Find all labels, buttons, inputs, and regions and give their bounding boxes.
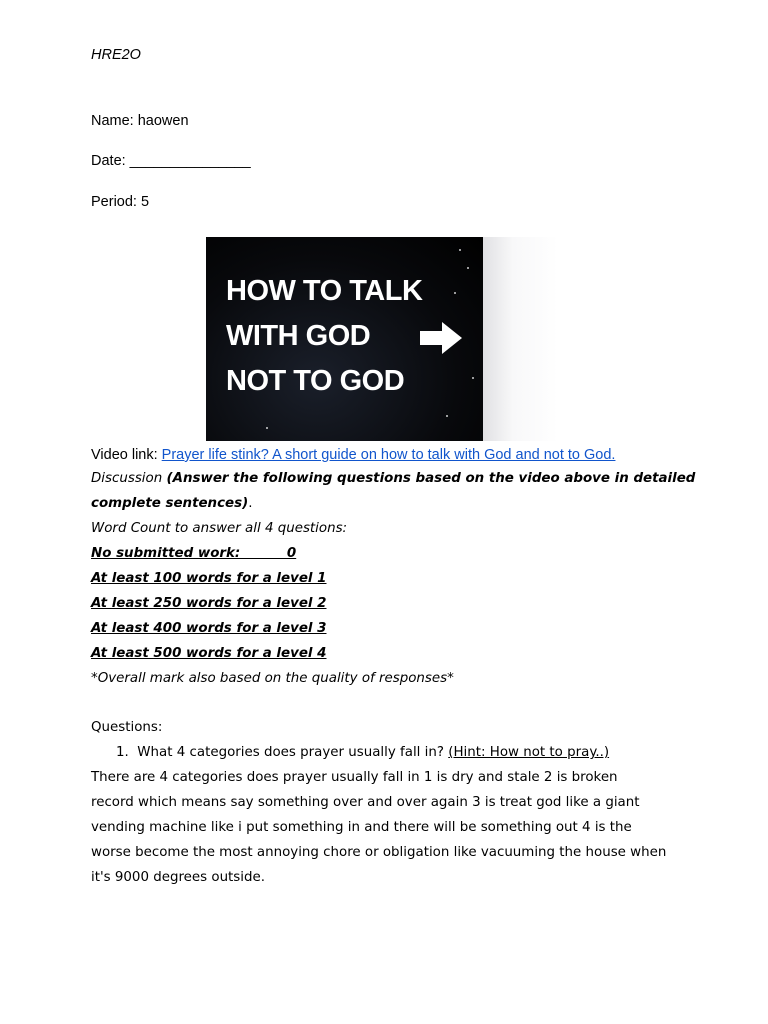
thumbnail-edge-glow bbox=[483, 237, 558, 441]
level-item: At least 400 words for a level 3 bbox=[91, 621, 327, 636]
level-item: At least 500 words for a level 4 bbox=[91, 646, 327, 661]
discussion-instructions: (Answer the following questions based on the video above in detailed bbox=[166, 471, 696, 486]
answer-line: vending machine like i put something in and there will be something out 4 is the bbox=[91, 820, 632, 835]
answer-line: it's 9000 degrees outside. bbox=[91, 870, 265, 885]
question-hint: (Hint: How not to pray..) bbox=[448, 745, 610, 760]
video-link-line bbox=[91, 447, 615, 463]
level-item: No submitted work: 0 bbox=[91, 546, 297, 561]
level-item: At least 250 words for a level 2 bbox=[91, 596, 327, 611]
thumbnail-line-2: WITH GOD bbox=[226, 320, 371, 352]
star-decoration bbox=[446, 415, 448, 417]
video-link[interactable]: Prayer life stink? A short guide on how to talk with God and not to God. bbox=[161, 447, 616, 463]
course-code: HRE2O bbox=[91, 47, 141, 63]
star-decoration bbox=[467, 267, 469, 269]
student-name: Name: haowen bbox=[91, 113, 189, 129]
star-decoration bbox=[454, 292, 456, 294]
question-1 bbox=[116, 745, 609, 760]
answer-line: There are 4 categories does prayer usually fall in 1 is dry and stale 2 is broken bbox=[91, 770, 618, 785]
discussion-period: . bbox=[248, 496, 253, 511]
star-decoration bbox=[459, 249, 461, 251]
star-decoration bbox=[266, 427, 268, 429]
word-count-title: Word Count to answer all 4 questions: bbox=[91, 521, 348, 536]
discussion-line-1 bbox=[91, 471, 695, 486]
question-number: 1. bbox=[116, 745, 129, 760]
star-decoration bbox=[472, 377, 474, 379]
period-field: Period: 5 bbox=[91, 194, 150, 210]
discussion-line-2 bbox=[91, 496, 252, 511]
answer-line: record which means say something over and over again 3 is treat god like a giant bbox=[91, 795, 640, 810]
discussion-label: Discussion bbox=[91, 471, 167, 486]
overall-note: *Overall mark also based on the quality of responses* bbox=[91, 671, 454, 686]
arrow-right-icon bbox=[418, 320, 464, 356]
level-item: At least 100 words for a level 1 bbox=[91, 571, 327, 586]
video-link-prefix: Video link: bbox=[91, 447, 162, 463]
questions-title: Questions: bbox=[91, 720, 163, 735]
question-text: What 4 categories does prayer usually fall in? bbox=[137, 745, 449, 760]
discussion-instructions-cont: complete sentences) bbox=[91, 496, 249, 511]
thumbnail-line-3: NOT TO GOD bbox=[226, 365, 405, 397]
date-field: Date: _______________ bbox=[91, 153, 251, 169]
video-thumbnail[interactable] bbox=[206, 237, 483, 441]
thumbnail-line-1: HOW TO TALK bbox=[226, 275, 423, 307]
answer-line: worse become the most annoying chore or obligation like vacuuming the house when bbox=[91, 845, 667, 860]
